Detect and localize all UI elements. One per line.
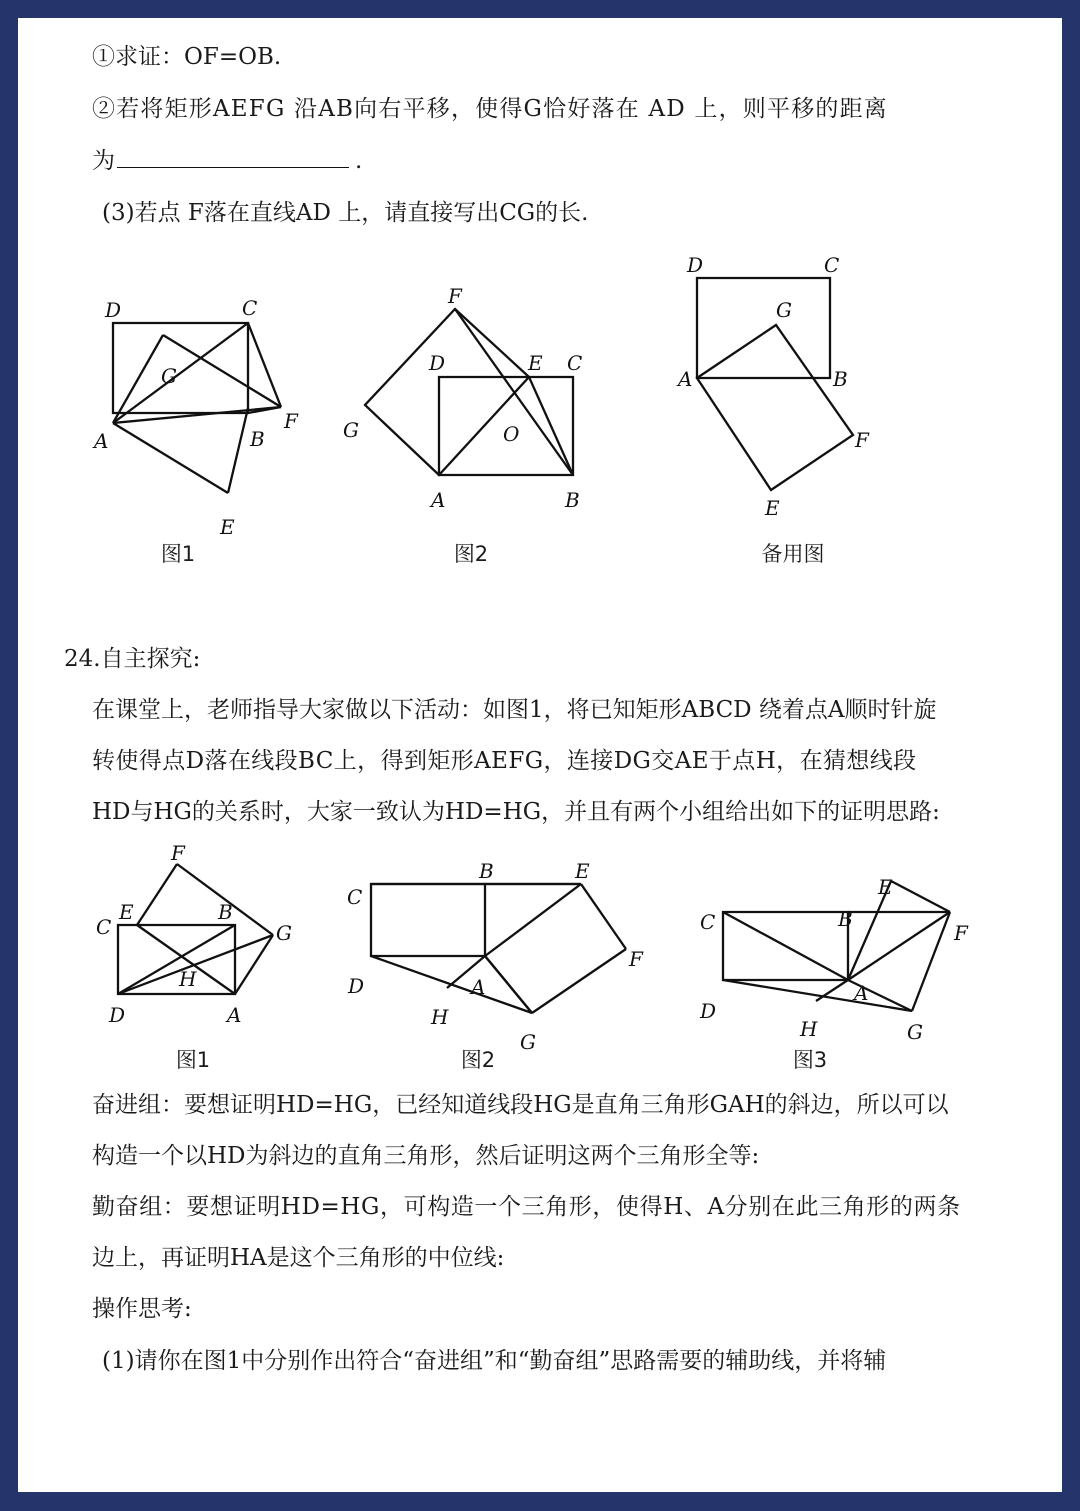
g3-label-d: D	[700, 999, 717, 1023]
f1-label-b: B	[250, 427, 265, 451]
q24-group1-line1: 奋进组：要想证明HD=HG，已经知道线段HG是直角三角形GAH的斜边，所以可以	[92, 1092, 949, 1118]
q23-part2-end: .	[355, 148, 363, 174]
g2-label-b: B	[479, 859, 494, 883]
f3-label-b: B	[833, 367, 848, 391]
q23-caption-backup: 备用图	[761, 542, 825, 566]
g3-label-f: F	[954, 921, 968, 945]
q23-backup-figure	[673, 253, 913, 523]
q24-caption-1: 图1	[175, 1048, 211, 1072]
q24-figure-3	[688, 856, 998, 1046]
f2-label-o: O	[503, 422, 520, 446]
q23-figure-2	[343, 283, 593, 523]
q23-part2-line2	[92, 146, 362, 176]
worksheet-page	[18, 18, 1062, 1492]
g1-label-b: B	[218, 900, 233, 924]
f3-label-g: G	[776, 298, 792, 322]
g2-label-g: G	[520, 1030, 536, 1054]
q24-group2-line1: 勤奋组：要想证明HD=HG，可构造一个三角形，使得H、A分别在此三角形的两条	[92, 1194, 961, 1220]
f2-label-g: G	[343, 418, 359, 442]
g2-label-d: D	[348, 974, 365, 998]
f1-label-f: F	[284, 409, 298, 433]
q24-group1-line2: 构造一个以HD为斜边的直角三角形，然后证明这两个三角形全等:	[92, 1143, 760, 1169]
f1-label-c: C	[242, 296, 258, 320]
f3-label-c: C	[824, 253, 840, 277]
q23-figure-1	[88, 288, 328, 539]
g3-label-e: E	[878, 875, 893, 899]
f2-label-c: C	[567, 351, 583, 375]
q23-part3: (3)若点 F落在直线AD 上，请直接写出CG的长.	[102, 200, 589, 226]
q23-part2-prefix: 为	[92, 148, 115, 174]
g2-label-e: E	[575, 859, 590, 883]
q24-title: 24.自主探究:	[64, 646, 201, 672]
f3-label-f: F	[855, 428, 869, 452]
g1-label-c: C	[96, 915, 112, 939]
g1-label-g: G	[276, 921, 292, 945]
q24-group2-line2: 边上，再证明HA是这个三角形的中位线:	[92, 1245, 505, 1271]
g2-label-f: F	[629, 947, 643, 971]
q24-para1-line2: 转使得点D落在线段BC上，得到矩形AEFG，连接DG交AE于点H，在猜想线段	[92, 748, 917, 774]
f2-label-f: F	[448, 284, 462, 308]
q23-part2-line1: ②若将矩形AEFG 沿AB向右平移，使得G恰好落在 AD 上，则平移的距离	[92, 96, 888, 122]
f2-label-b: B	[565, 488, 580, 512]
g1-label-f: F	[171, 841, 185, 865]
f2-label-d: D	[429, 351, 446, 375]
f3-label-a: A	[678, 367, 693, 391]
f2-label-a: A	[431, 488, 446, 512]
f1-label-g: G	[161, 364, 177, 388]
g1-label-e: E	[119, 900, 134, 924]
g1-label-d: D	[109, 1003, 126, 1027]
g2-label-c: C	[347, 885, 363, 909]
g3-label-h: H	[800, 1017, 818, 1041]
g3-label-c: C	[700, 910, 716, 934]
g1-label-h: H	[179, 967, 197, 991]
g2-label-h: H	[431, 1005, 449, 1029]
f1-label-e: E	[220, 515, 235, 539]
q24-operation-heading: 操作思考:	[92, 1296, 192, 1322]
g3-label-g: G	[907, 1020, 923, 1044]
q23-caption-2: 图2	[453, 542, 489, 566]
g2-label-a: A	[471, 975, 486, 999]
q24-caption-3: 图3	[792, 1048, 828, 1072]
f1-label-a: A	[94, 429, 109, 453]
answer-blank[interactable]	[117, 147, 349, 168]
f3-label-e: E	[765, 496, 780, 520]
f3-label-d: D	[687, 253, 704, 277]
q24-figure-2	[343, 848, 643, 1054]
f1-label-d: D	[105, 298, 122, 322]
g3-label-a: A	[854, 981, 869, 1005]
q24-question-1: (1)请你在图1中分别作出符合“奋进组”和“勤奋组”思路需要的辅助线，并将辅	[102, 1348, 887, 1374]
q23-part1: ①求证：OF=OB.	[92, 44, 282, 70]
q24-para1-line3: HD与HG的关系时，大家一致认为HD=HG，并且有两个小组给出如下的证明思路:	[92, 799, 940, 825]
f2-label-e: E	[528, 351, 543, 375]
q24-figure-1	[93, 841, 323, 1046]
q23-caption-1: 图1	[160, 542, 196, 566]
q24-caption-2: 图2	[460, 1048, 496, 1072]
g1-label-a: A	[227, 1003, 242, 1027]
q24-para1-line1: 在课堂上，老师指导大家做以下活动：如图1，将已知矩形ABCD 绕着点A顺时针旋	[92, 697, 937, 723]
g3-label-b: B	[838, 907, 853, 931]
